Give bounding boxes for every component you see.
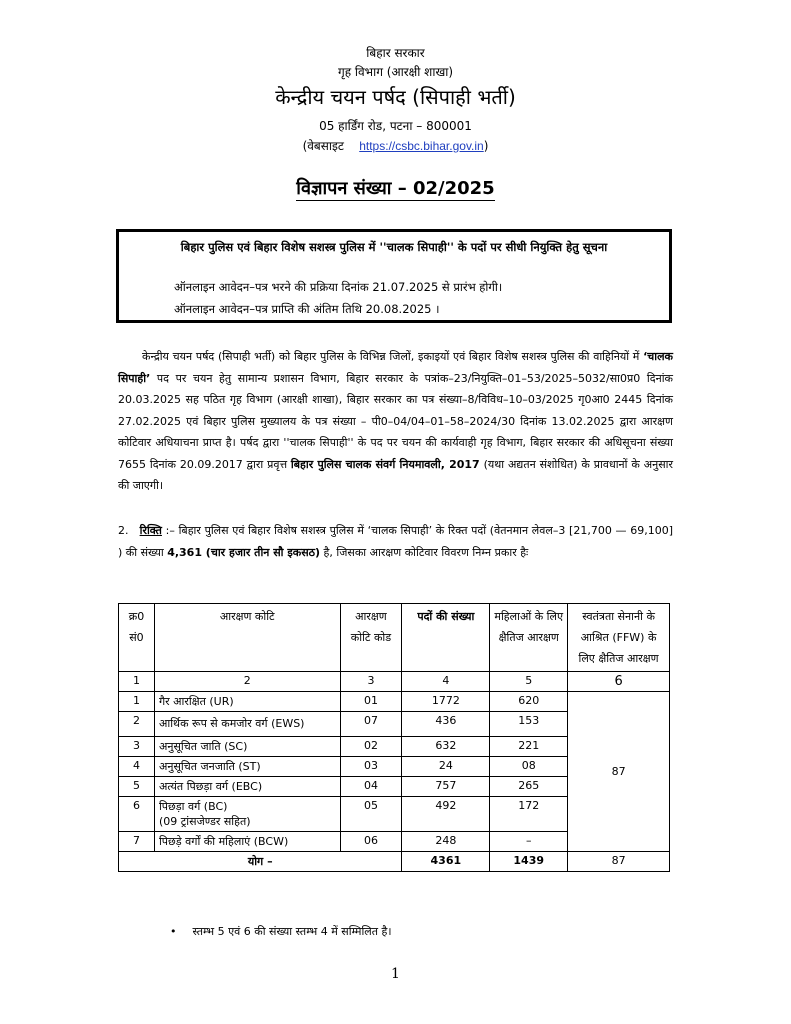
index-cell: 2 — [154, 672, 340, 692]
header-sn: क्र0 सं0 — [119, 604, 155, 672]
row-code: 01 — [340, 692, 402, 712]
para2-text-b: है, जिसका आरक्षण कोटिवार विवरण निम्न प्रकार हैः — [320, 546, 529, 559]
table-total-row — [119, 852, 670, 872]
address: 05 हार्डिंग रोड, पटना – 800001 — [319, 119, 472, 133]
index-cell: 3 — [340, 672, 402, 692]
notice-title: बिहार पुलिस एवं बिहार विशेष सशस्त्र पुलिस में ''चालक सिपाही'' के पदों पर सीधी नियुक्ति हेतु सूचना — [180, 240, 608, 254]
row-code: 04 — [340, 777, 402, 797]
para1-text-b: पद पर चयन हेतु सामान्य प्रशासन विभाग, बिहार सरकार के पत्रांक–23/नियुक्ति–01–53/2025–5032/सा0प्र0 दिनांक 20.03.2025 सह पठित गृह विभाग (आरक्षी शाखा), बिहार सरकार का पत्र संख्या–8/विविध–10–03/2025 गृ0आ0 2445 दिनांक 27.02.2025 एवं बिहार पुलिस मुख्यालय के पत्र संख्या – पी0–04/04–01–58–2024/30 दिनांक 13.02.2025 द्वारा आरक्षण कोटिवार अधियाचना प्राप्त है। पर्षद द्वारा ''चालक सिपाही'' के पद पर चयन की कार्यवाही गृह विभाग, बिहार सरकार की अधिसूचना संख्या 7655 दिनांक 20.09.2017 द्वारा प्रवृत्त — [118, 371, 673, 471]
row-posts: 492 — [402, 797, 490, 832]
row-sn: 4 — [119, 757, 155, 777]
row-sn: 5 — [119, 777, 155, 797]
row-category: अत्यंत पिछड़ा वर्ग (EBC) — [154, 777, 340, 797]
para2-bold-count: 4,361 (चार हजार तीन सौ इकसठ) — [167, 546, 321, 559]
row-code: 06 — [340, 832, 402, 852]
header-code: आरक्षण कोटि कोड — [340, 604, 402, 672]
row-category-note: (09 ट्रांसजेण्डर सहित) — [158, 815, 251, 828]
table-footnote — [170, 924, 392, 939]
table-row — [119, 692, 670, 712]
para2-number: 2. — [118, 524, 129, 537]
para1-text-a: केन्द्रीय चयन पर्षद (सिपाही भर्ती) को बिहार पुलिस के विभिन्न जिलों, इकाइयों एवं बिहार विशेष सशस्त्र पुलिस की वाहिनियों में — [142, 350, 644, 363]
paragraph-2 — [118, 520, 673, 564]
row-category: पिछड़े वर्गों की महिलाएं (BCW) — [154, 832, 340, 852]
total-label: योग – — [119, 852, 402, 872]
notice-box — [116, 229, 672, 323]
row-posts: 1772 — [402, 692, 490, 712]
row-code: 03 — [340, 757, 402, 777]
row-posts: 24 — [402, 757, 490, 777]
bullet-icon: • — [170, 925, 177, 938]
row-code: 07 — [340, 712, 402, 737]
index-cell: 5 — [490, 672, 568, 692]
row-category: पिछड़ा वर्ग (BC) — [158, 800, 228, 813]
header-category: आरक्षण कोटि — [154, 604, 340, 672]
row-women: 265 — [490, 777, 568, 797]
row-sn: 6 — [119, 797, 155, 832]
page-number: 1 — [391, 966, 400, 982]
total-posts: 4361 — [402, 852, 490, 872]
header-posts: पदों की संख्या — [402, 604, 490, 672]
row-sn: 7 — [119, 832, 155, 852]
para1-bold-rules: बिहार पुलिस चालक संवर्ग नियमावली, 2017 — [290, 457, 480, 471]
row-posts: 632 — [402, 737, 490, 757]
paragraph-1 — [118, 346, 673, 497]
row-sn: 2 — [119, 712, 155, 737]
row-category: अनुसूचित जनजाति (ST) — [154, 757, 340, 777]
total-ffw: 87 — [568, 852, 670, 872]
website-prefix: (वेबसाइट — [302, 139, 344, 153]
row-women: 153 — [490, 712, 568, 737]
row-category: आर्थिक रूप से कमजोर वर्ग (EWS) — [154, 712, 340, 737]
row-women: 620 — [490, 692, 568, 712]
notice-start-date: ऑनलाइन आवेदन–पत्र भरने की प्रक्रिया दिनांक 21.07.2025 से प्रारंभ होगी। — [174, 280, 503, 294]
row-code: 02 — [340, 737, 402, 757]
total-women: 1439 — [490, 852, 568, 872]
govt-name: बिहार सरकार — [366, 46, 425, 60]
website-line — [0, 137, 791, 154]
row-category: गैर आरक्षित (UR) — [154, 692, 340, 712]
row-women: 08 — [490, 757, 568, 777]
table-header-row — [119, 604, 670, 672]
row-posts: 248 — [402, 832, 490, 852]
row-women: 172 — [490, 797, 568, 832]
row-category: अनुसूचित जाति (SC) — [154, 737, 340, 757]
advertisement-number — [0, 176, 791, 200]
row-category-cell — [154, 797, 340, 832]
website-link[interactable]: https://csbc.bihar.gov.in — [359, 139, 484, 153]
board-title: केन्द्रीय चयन पर्षद (सिपाही भर्ती) — [275, 85, 516, 109]
row-code: 05 — [340, 797, 402, 832]
ffw-merged-cell: 87 — [568, 692, 670, 852]
row-sn: 3 — [119, 737, 155, 757]
row-women: – — [490, 832, 568, 852]
index-cell: 4 — [402, 672, 490, 692]
para2-text-a: :– बिहार पुलिस एवं बिहार विशेष सशस्त्र पुलिस में ‘चालक सिपाही’ के रिक्त पदों (वेतनमान लेवल–3 [21,700 — 69,100] ) की संख्या — [118, 524, 673, 559]
notice-last-date: ऑनलाइन आवेदन–पत्र प्राप्ति की अंतिम तिथि 20.08.2025 । — [174, 302, 440, 316]
footnote-text: स्तम्भ 5 एवं 6 की संख्या स्तम्भ 4 में सम्मिलित है। — [192, 925, 392, 938]
advertisement-number-text: विज्ञापन संख्या – 02/2025 — [296, 178, 495, 199]
row-women: 221 — [490, 737, 568, 757]
row-sn: 1 — [119, 692, 155, 712]
website-suffix: ) — [483, 139, 489, 153]
department-name: गृह विभाग (आरक्षी शाखा) — [337, 65, 454, 79]
table-index-row — [119, 672, 670, 692]
index-cell: 6 — [568, 672, 670, 692]
row-posts: 436 — [402, 712, 490, 737]
para1-text-c: (यथा अद्यतन संशोधित) के प्रावधानों के अनुसार की जाएगी। — [118, 457, 673, 492]
header-ffw: स्वतंत्रता सेनानी के आश्रित (FFW) के लिए क्षैतिज आरक्षण — [568, 604, 670, 672]
para2-label: रिक्ति — [139, 524, 162, 537]
header-women: महिलाओं के लिए क्षैतिज आरक्षण — [490, 604, 568, 672]
para1-bold-post: ‘चालक सिपाही’ — [118, 350, 673, 385]
row-posts: 757 — [402, 777, 490, 797]
index-cell: 1 — [119, 672, 155, 692]
reservation-table — [118, 603, 670, 872]
